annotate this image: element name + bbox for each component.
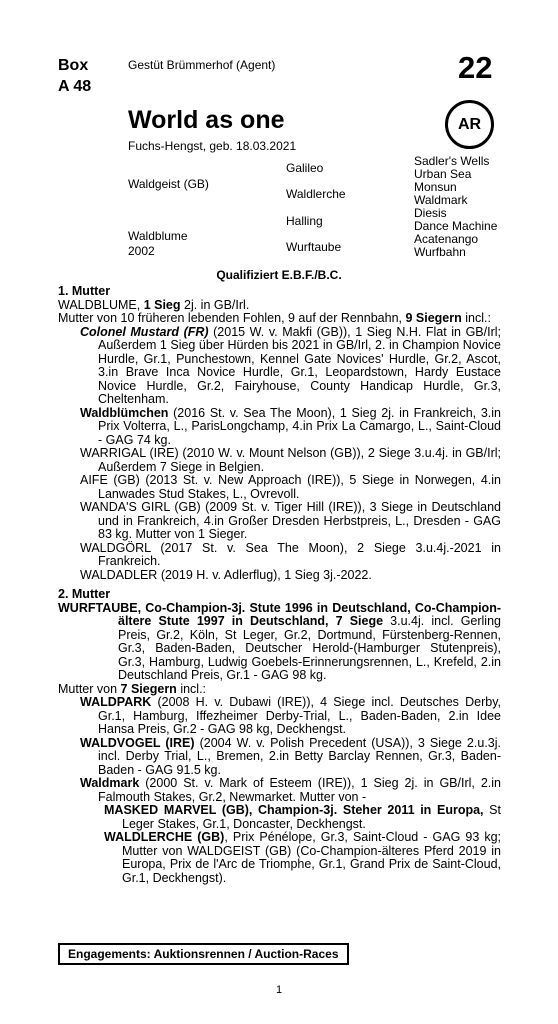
waldlerche-name: WALDLERCHE (GB): [104, 830, 225, 844]
progeny-text: (2015 W. v. Makfi (GB)), 1 Sieg N.H. Flat in GB/Irl; Außerdem 1 Sieg über Hürden bis 2021 in GB/Irl, 2. in Champion Novice Hurdle, Gr.1, Punchestown, Kennel Gate Novices' Hurdle, Gr.2, Ascot, 3.in Brave Inca Novice Hurdle, Gr.1, Leopardstown, Hardy Eustace Novice Hurdle, Gr.2, Fairyhouse, County Handicap Hurdle, Gr.3, Cheltenham.: [98, 324, 501, 406]
dam-line-wins: 1 Sieg: [143, 297, 181, 312]
box-title: Box: [58, 57, 89, 74]
waldpark-entry: [58, 696, 501, 737]
progeny-entry: [58, 542, 501, 569]
waldlerche-text: , Prix Pénélope, Gr.3, Saint-Cloud - GAG 93 kg; Mutter von WALDGEIST (GB) (Co-Champion-älteres Pferd 2019 in Europa, Prix de l'Arc de Triomphe, Gr.1, Grand Prix de Saint-Cloud, Gr.1, Deckhengst).: [122, 830, 501, 885]
pedigree-gen3-1: Sadler's Wells: [414, 154, 490, 168]
progeny-name: Colonel Mustard (FR): [80, 324, 209, 339]
pedigree-gen3-7: Acatenango: [414, 232, 479, 246]
pedigree-granddam-2: Wurftaube: [286, 240, 342, 254]
pedigree-dam-year: 2002: [128, 244, 155, 258]
pedigree-gen3-8: Wurfbahn: [414, 245, 466, 259]
progeny-entry: [58, 569, 501, 583]
pedigree-gen3-4: Waldmark: [414, 193, 468, 207]
progeny-name: WANDA'S GIRL (GB): [80, 500, 201, 514]
progeny-entry: [58, 407, 501, 448]
masked-marvel-entry: [58, 804, 501, 831]
progeny-text: (2010 W. v. Mount Nelson (GB)), 2 Siege 3.u.4j. in GB/Irl; Außerdem 7 Siege in Belgien.: [98, 446, 501, 474]
pedigree-grandsire-1: Galileo: [286, 161, 324, 175]
lot-number: 22: [458, 50, 493, 85]
pedigree-gen3-2: Urban Sea: [414, 167, 472, 181]
pedigree-sire: Waldgeist (GB): [128, 177, 209, 191]
progeny-text: (2019 H. v. Adlerflug), 1 Sieg 3j.-2022.: [157, 567, 372, 582]
mother-of-line: [58, 683, 501, 697]
pedigree-dam: Waldblume: [128, 229, 188, 243]
wurftaube-text: 3.u.4j. incl. Gerling Preis, Gr.2, Köln, St Leger, Gr.2, Dortmund, Fürstenberg-Rennen, Gr.3, Baden-Baden, Deutscher Herold-(Hamburger Stutenpreis), Gr.3, Hamburg, Ludwig Goebels-Erinnerungsrennen, L., Krefeld, 2.in Deutschland Preis, Gr.1 - GAG 98 kg.: [118, 614, 501, 682]
foals-line-c: incl.:: [465, 311, 491, 325]
progeny-text: (2009 St. v. Tiger Hill (IRE)), 3 Siege in Deutschland und in Frankreich, 4.in Großer Dresden Herbstpreis, L., Dresden - GAG 83 kg. Mutter von 1 Sieger.: [98, 500, 501, 541]
section-1-title: 1. Mutter: [58, 284, 111, 298]
progeny-name: WALDADLER: [80, 567, 158, 582]
agent-name: Gestüt Brümmerhof (Agent): [128, 58, 276, 72]
mother-of-a: Mutter von: [58, 681, 118, 696]
horse-name: World as one: [128, 106, 285, 134]
progeny-text: (2013 St. v. New Approach (IRE)), 5 Siege in Norwegen, 4.in Lanwades Stud Stakes, L., Ovrevoll.: [98, 473, 501, 501]
pedigree-grandsire-2: Halling: [286, 214, 323, 228]
wurftaube-head: WURFTAUBE, Co-Champion-3j. Stute 1996 in Deutschland, Co-Champion-ältere Stute 1997 in Deutschland, 7 Siege: [58, 600, 501, 628]
masked-marvel-text: St Leger Stakes, Gr.1, Doncaster, Deckhengst.: [122, 803, 501, 831]
pedigree-gen3-6: Dance Machine: [414, 219, 498, 233]
pedigree-gen3: [414, 155, 497, 259]
pedigree-gen3-5: Diesis: [414, 206, 447, 220]
waldpark-text: (2008 H. v. Dubawi (IRE)), 4 Siege incl. Deutsches Derby, Gr.1, Hamburg, Iffezheimer Derby-Trial, L., Baden-Baden, 2.in Idee Hansa Preis, Gr.2 - GAG 98 kg, Deckhengst.: [98, 695, 501, 736]
progeny-entry: [58, 447, 501, 474]
pedigree-gen3-3: Monsun: [414, 180, 457, 194]
progeny-name: WALDGÖRL: [80, 540, 151, 555]
progeny-text: (2016 St. v. Sea The Moon), 1 Sieg 2j. in Frankreich, 3.in Prix Volterra, L., ParisLongchamp, 4.in Prix La Camargo, L., Saint-Cloud - GAG 74 kg.: [98, 405, 501, 447]
progeny-text: (2017 St. v. Sea The Moon), 2 Siege 3.u.4j.-2021 in Frankreich.: [98, 540, 501, 568]
box-number: A 48: [58, 78, 92, 95]
progeny-entry: [58, 501, 501, 542]
dam-line: [58, 299, 501, 313]
foals-line-b: 9 Siegern: [405, 311, 462, 325]
dam-line-name: WALDBLUME,: [58, 297, 141, 312]
waldmark-name: Waldmark: [80, 776, 140, 790]
section-2-title: 2. Mutter: [58, 587, 111, 601]
qualified-note: Qualifiziert E.B.F./B.C.: [216, 268, 342, 282]
box-label: [58, 55, 91, 97]
mother-of-b: 7 Siegern: [120, 681, 177, 696]
pedigree-granddam-1: Waldlerche: [286, 187, 346, 201]
waldvogel-name: WALDVOGEL (IRE): [80, 735, 195, 750]
progeny-entry: [58, 326, 501, 407]
waldvogel-entry: [58, 737, 501, 778]
page-number: 1: [275, 984, 283, 996]
horse-description: Fuchs-Hengst, geb. 18.03.2021: [128, 139, 297, 153]
waldmark-entry: [58, 777, 501, 804]
waldlerche-entry: [58, 831, 501, 885]
mother-of-c: incl.:: [180, 681, 207, 696]
masked-marvel-name: MASKED MARVEL (GB), Champion-3j. Steher 2011 in Europa,: [104, 803, 484, 817]
wurftaube-entry: [58, 602, 501, 683]
progeny-name: WARRIGAL (IRE): [80, 446, 179, 460]
progeny-name: AIFE (GB): [80, 473, 140, 487]
engagements-box: Engagements: Auktionsrennen / Auction-Races: [58, 943, 349, 965]
foals-line: [58, 312, 501, 326]
ar-badge: AR: [445, 100, 494, 149]
catalogue-body: [58, 285, 501, 885]
waldmark-text: (2000 St. v. Mark of Esteem (IRE)), 1 Sieg 2j. in GB/Irl, 2.in Falmouth Stakes, Gr.2, Newmarket. Mutter von -: [98, 776, 501, 804]
dam-line-rest: 2j. in GB/Irl.: [184, 297, 250, 312]
waldpark-name: WALDPARK: [80, 695, 152, 709]
progeny-name: Waldblümchen: [80, 405, 169, 420]
waldvogel-text: (2004 W. v. Polish Precedent (USA)), 3 Siege 2.u.3j. incl. Derby Trial, L., Bremen, 2.in Betty Barclay Rennen, Gr.3, Baden-Baden - GAG 91.5 kg.: [98, 735, 501, 777]
progeny-entry: [58, 474, 501, 501]
foals-line-a: Mutter von 10 früheren lebenden Fohlen, 9 auf der Rennbahn,: [58, 311, 402, 325]
